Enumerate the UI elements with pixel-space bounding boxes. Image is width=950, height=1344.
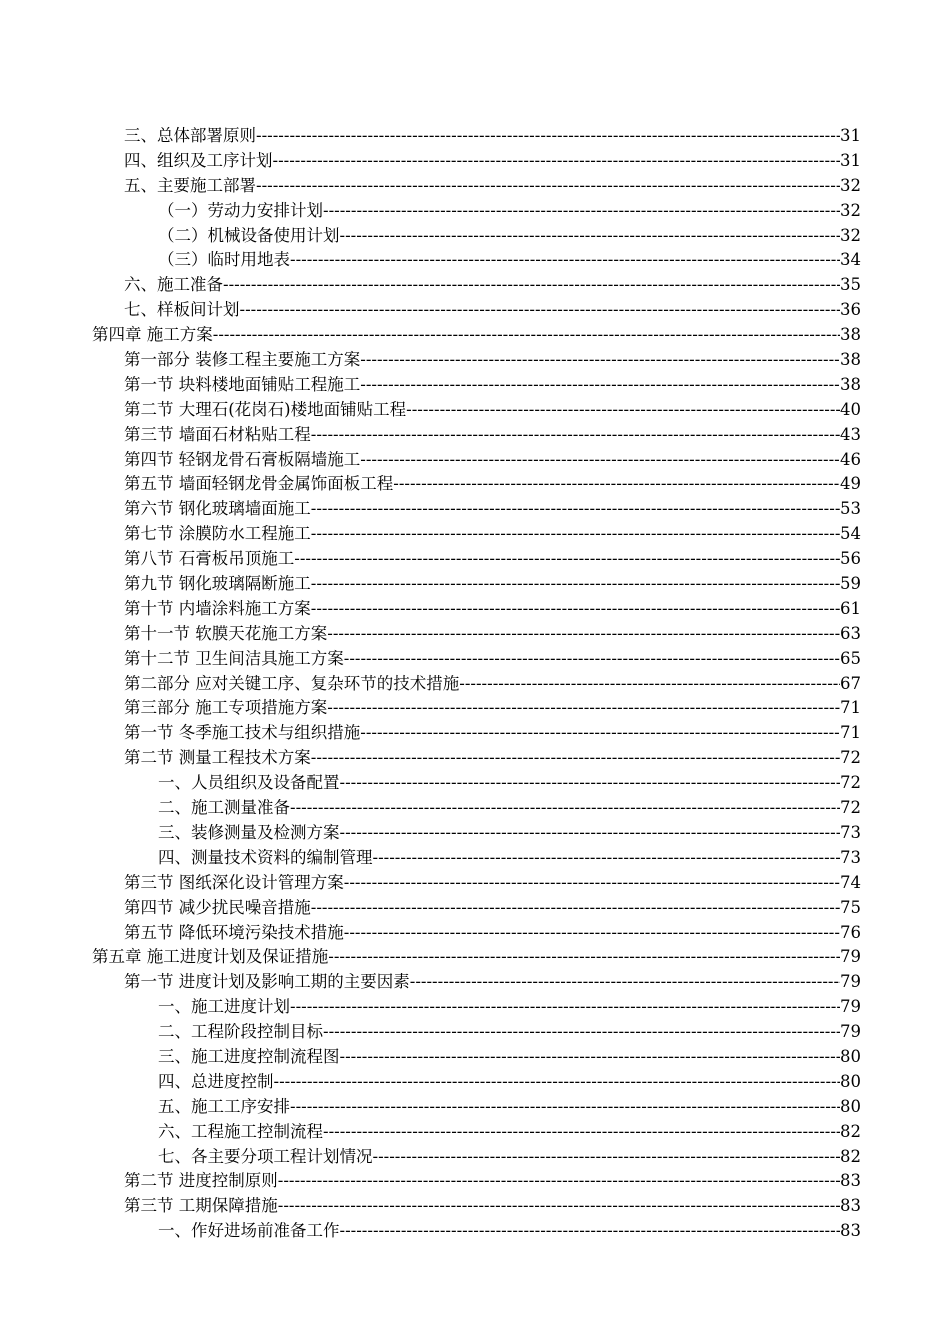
toc-entry-page-number: 46 <box>840 449 861 469</box>
toc-entry-title: 一、人员组织及设备配置 ----- <box>158 771 840 796</box>
toc-entry-page-number: 32 <box>840 225 861 245</box>
toc-entry[interactable] <box>0 149 950 174</box>
toc-entry-page-number: 73 <box>840 822 861 842</box>
toc-entry-title: 第三节 工期保障措施 ----- <box>124 1194 840 1219</box>
toc-entry-title: 第二部分 应对关键工序、复杂环节的技术措施 ----- <box>124 672 840 697</box>
toc-entry-title: 第二节 测量工程技术方案 ----- <box>124 746 840 771</box>
toc-entry-page-number: 82 <box>840 1146 861 1166</box>
toc-entry-page-number: 73 <box>840 847 861 867</box>
toc-entry-title: 三、施工进度控制流程图 ----- <box>158 1045 840 1070</box>
toc-entry-page-number: 82 <box>840 1121 861 1141</box>
toc-entry-title: 第四节 轻钢龙骨石膏板隔墙施工 ----- <box>124 448 840 473</box>
toc-entry[interactable] <box>0 472 950 497</box>
toc-entry-page-number: 80 <box>840 1071 861 1091</box>
toc-entry[interactable] <box>0 572 950 597</box>
toc-entry-page-number: 56 <box>840 549 861 569</box>
toc-entry-page-number: 79 <box>840 947 861 967</box>
toc-entry[interactable] <box>0 921 950 946</box>
toc-entry-page-number: 38 <box>840 325 861 345</box>
toc-entry-page-number: 36 <box>840 300 861 320</box>
toc-entry[interactable] <box>0 1070 950 1095</box>
toc-entry-title: 五、主要施工部署 ----- <box>124 174 840 199</box>
toc-entry-title: 一、作好进场前准备工作 ----- <box>158 1219 840 1244</box>
toc-entry-page-number: 49 <box>840 474 861 494</box>
toc-entry[interactable] <box>0 896 950 921</box>
toc-entry[interactable] <box>0 796 950 821</box>
toc-entry[interactable] <box>0 1145 950 1170</box>
toc-entry-page-number: 71 <box>840 723 861 743</box>
toc-entry-page-number: 67 <box>840 673 861 693</box>
toc-entry[interactable] <box>0 373 950 398</box>
toc-entry-title: 第十节 内墙涂料施工方案 ----- <box>124 597 840 622</box>
toc-entry[interactable] <box>0 1045 950 1070</box>
toc-entry[interactable] <box>0 1194 950 1219</box>
toc-entry-page-number: 72 <box>840 773 861 793</box>
toc-entry[interactable] <box>0 348 950 373</box>
toc-entry[interactable] <box>0 547 950 572</box>
toc-entry-page-number: 83 <box>840 1196 861 1216</box>
table-of-contents <box>0 124 950 1244</box>
toc-entry-page-number: 79 <box>840 1022 861 1042</box>
toc-entry[interactable] <box>0 298 950 323</box>
toc-entry[interactable] <box>0 1020 950 1045</box>
toc-entry-title: 四、组织及工序计划 ----- <box>124 149 840 174</box>
toc-entry-page-number: 79 <box>840 972 861 992</box>
toc-entry-page-number: 38 <box>840 374 861 394</box>
toc-entry-title: （二）机械设备使用计划 ----- <box>158 224 840 249</box>
toc-entry-title: 第五节 降低环境污染技术措施 ----- <box>124 921 840 946</box>
toc-entry-page-number: 71 <box>840 698 861 718</box>
toc-entry[interactable] <box>0 448 950 473</box>
toc-entry[interactable] <box>0 224 950 249</box>
toc-entry-page-number: 83 <box>840 1221 861 1241</box>
toc-entry-title: 六、工程施工控制流程 ----- <box>158 1120 840 1145</box>
toc-entry-title: 第八节 石膏板吊顶施工 ----- <box>124 547 840 572</box>
toc-entry-title: 第一节 进度计划及影响工期的主要因素 ----- <box>124 970 840 995</box>
toc-entry[interactable] <box>0 672 950 697</box>
toc-entry-title: 七、样板间计划 ----- <box>124 298 840 323</box>
toc-entry-title: 第九节 钢化玻璃隔断施工 ----- <box>124 572 840 597</box>
toc-entry-title: 四、测量技术资料的编制管理 ----- <box>158 846 840 871</box>
toc-entry[interactable] <box>0 647 950 672</box>
toc-entry-title: 三、装修测量及检测方案 ----- <box>158 821 840 846</box>
toc-entry-page-number: 79 <box>840 997 861 1017</box>
toc-entry-title: （三）临时用地表 ----- <box>158 248 840 273</box>
toc-entry[interactable] <box>0 1120 950 1145</box>
toc-entry-page-number: 63 <box>840 623 861 643</box>
toc-entry-page-number: 43 <box>840 424 861 444</box>
toc-entry-page-number: 83 <box>840 1171 861 1191</box>
toc-entry-page-number: 34 <box>840 250 861 270</box>
toc-entry-page-number: 75 <box>840 897 861 917</box>
toc-entry-title: （一）劳动力安排计划 ----- <box>158 199 840 224</box>
toc-entry-title: 第十一节 软膜天花施工方案 ----- <box>124 622 840 647</box>
toc-entry[interactable] <box>0 1095 950 1120</box>
toc-entry[interactable] <box>0 522 950 547</box>
toc-entry-page-number: 72 <box>840 748 861 768</box>
toc-entry[interactable] <box>0 199 950 224</box>
toc-entry-title: 四、总进度控制 ----- <box>158 1070 840 1095</box>
toc-entry-page-number: 32 <box>840 175 861 195</box>
toc-entry[interactable] <box>0 945 950 970</box>
toc-entry-title: 第十二节 卫生间洁具施工方案 ----- <box>124 647 840 672</box>
toc-entry-page-number: 72 <box>840 798 861 818</box>
toc-entry-title: 第一节 冬季施工技术与组织措施 ----- <box>124 721 840 746</box>
toc-entry-page-number: 38 <box>840 350 861 370</box>
toc-entry[interactable] <box>0 871 950 896</box>
toc-entry-page-number: 31 <box>840 150 861 170</box>
toc-entry-title: 第一节 块料楼地面铺贴工程施工 ----- <box>124 373 840 398</box>
toc-entry[interactable] <box>0 248 950 273</box>
toc-entry-title: 第三部分 施工专项措施方案 ----- <box>124 696 840 721</box>
toc-entry[interactable] <box>0 721 950 746</box>
toc-entry-page-number: 65 <box>840 648 861 668</box>
toc-entry-title: 第一部分 装修工程主要施工方案 ----- <box>124 348 840 373</box>
toc-entry-page-number: 80 <box>840 1096 861 1116</box>
toc-entry-page-number: 32 <box>840 200 861 220</box>
toc-entry[interactable] <box>0 746 950 771</box>
toc-entry[interactable] <box>0 821 950 846</box>
toc-entry-page-number: 31 <box>840 126 861 145</box>
toc-entry-page-number: 61 <box>840 598 861 618</box>
toc-entry-page-number: 35 <box>840 275 861 295</box>
toc-entry-title: 第二节 进度控制原则 ----- <box>124 1169 840 1194</box>
toc-entry-title: 二、施工测量准备 ----- <box>158 796 840 821</box>
toc-entry[interactable] <box>0 846 950 871</box>
toc-entry-page-number: 53 <box>840 499 861 519</box>
toc-entry[interactable] <box>0 970 950 995</box>
toc-entry[interactable] <box>0 497 950 522</box>
toc-entry-title: 第五节 墙面轻钢龙骨金属饰面板工程 ----- <box>124 472 840 497</box>
toc-entry-page-number: 54 <box>840 524 861 544</box>
toc-entry-page-number: 40 <box>840 399 861 419</box>
toc-entry[interactable] <box>0 323 950 348</box>
toc-entry[interactable] <box>0 1219 950 1244</box>
toc-entry-title: 第三节 墙面石材粘贴工程 ----- <box>124 423 840 448</box>
toc-entry-title: 七、各主要分项工程计划情况 ----- <box>158 1145 840 1170</box>
toc-entry[interactable] <box>0 696 950 721</box>
toc-entry[interactable] <box>0 597 950 622</box>
toc-entry-title: 第五章 施工进度计划及保证措施 ----- <box>92 945 840 970</box>
toc-entry-page-number: 59 <box>840 574 861 594</box>
toc-entry[interactable] <box>0 124 950 149</box>
toc-entry-title: 第二节 大理石(花岗石)楼地面铺贴工程 ----- <box>124 398 840 423</box>
toc-entry-title: 一、施工进度计划 ----- <box>158 995 840 1020</box>
toc-entry[interactable] <box>0 771 950 796</box>
toc-entry[interactable] <box>0 622 950 647</box>
toc-entry-title: 二、工程阶段控制目标 ----- <box>158 1020 840 1045</box>
toc-entry[interactable] <box>0 398 950 423</box>
toc-entry-page-number: 80 <box>840 1046 861 1066</box>
toc-entry-title: 五、施工工序安排 ----- <box>158 1095 840 1120</box>
toc-entry-title: 三、总体部署原则 ----- <box>124 124 840 149</box>
toc-entry-page-number: 76 <box>840 922 861 942</box>
toc-entry-title: 第三节 图纸深化设计管理方案 ----- <box>124 871 840 896</box>
toc-entry-title: 六、施工准备 ----- <box>124 273 840 298</box>
toc-entry[interactable] <box>0 423 950 448</box>
toc-entry[interactable] <box>0 1169 950 1194</box>
toc-entry-title: 第四章 施工方案 ----- <box>92 323 840 348</box>
toc-entry-title: 第七节 涂膜防水工程施工 ----- <box>124 522 840 547</box>
toc-entry[interactable] <box>0 273 950 298</box>
toc-entry[interactable] <box>0 995 950 1020</box>
toc-entry-page-number: 74 <box>840 872 861 892</box>
toc-entry[interactable] <box>0 174 950 199</box>
toc-entry-title: 第六节 钢化玻璃墙面施工 ----- <box>124 497 840 522</box>
toc-entry-title: 第四节 减少扰民噪音措施 ----- <box>124 896 840 921</box>
